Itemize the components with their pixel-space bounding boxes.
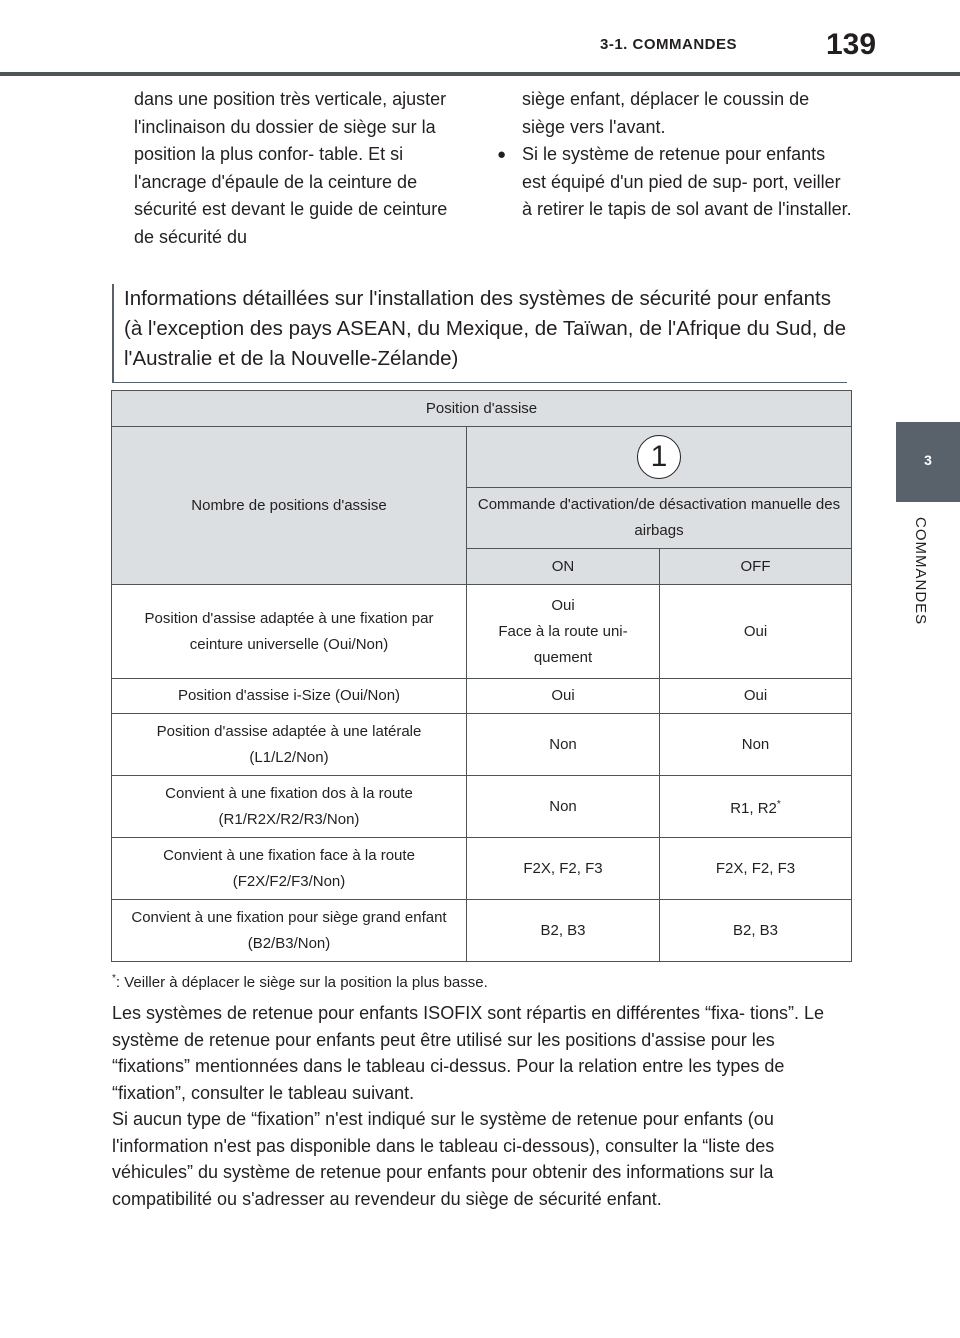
table-header-position: Position d'assise xyxy=(112,391,852,427)
body-paragraph-1: Les systèmes de retenue pour enfants ISOFIX sont répartis en différentes “fixa- tions”. Le système de retenue pour enfants peut être utilisé sur les positions d'assise pour les “fixations” mentionnées dans le tableau ci-dessus. Pour la relation entre les types de “fixation”, consulter le tableau suivant. xyxy=(112,1003,825,1103)
intro-bullet-item xyxy=(497,141,852,224)
cell-on: Non xyxy=(467,776,660,838)
intro-right-continuation: siège enfant, déplacer le coussin de siège vers l'avant. xyxy=(522,89,810,137)
row-label: Position d'assise i-Size (Oui/Non) xyxy=(112,679,467,714)
header-rule xyxy=(0,72,960,76)
chapter-tab: 3 xyxy=(896,422,960,502)
seat-number-cell xyxy=(467,427,852,488)
row-label: Convient à une fixation dos à la route (R1/R2X/R2/R3/Non) xyxy=(112,776,467,838)
table-row xyxy=(112,838,852,900)
table-header-off: OFF xyxy=(660,549,852,585)
cell-off xyxy=(660,776,852,838)
body-paragraph-2: Si aucun type de “fixation” n'est indiqué sur le système de retenue pour enfants (ou l'information n'est pas disponible dans le tableau ci-dessous), consulter la “liste des véhicules” du système de retenue pour enfants pour obtenir des informations sur la compatibilité ou s'adresser au revendeur du siège de sécurité enfant. xyxy=(112,1109,775,1209)
section-heading: Informations détaillées sur l'installation des systèmes de sécurité pour enfants (à l'exception des pays ASEAN, du Mexique, de Taïwan, de l'Afrique du Sud, de l'Australie et de la Nouvelle-Zélande) xyxy=(112,284,847,383)
footnote-marker: * xyxy=(776,798,781,810)
cell-off: Oui xyxy=(660,585,852,679)
cell-on: B2, B3 xyxy=(467,900,660,962)
section-title: 3-1. COMMANDES xyxy=(600,36,738,53)
table-header-airbag-switch: Commande d'activation/de désactivation manuelle des airbags xyxy=(467,488,852,549)
row-label: Position d'assise adaptée à une latérale (L1/L2/Non) xyxy=(112,714,467,776)
cell-on-value: Oui xyxy=(551,596,575,614)
cell-on: Non xyxy=(467,714,660,776)
cell-off: Non xyxy=(660,714,852,776)
table-footnote xyxy=(112,968,852,994)
row-label: Position d'assise adaptée à une fixation par ceinture universelle (Oui/Non) xyxy=(112,585,467,679)
chapter-label: COMMANDES xyxy=(912,517,929,626)
table-row xyxy=(112,776,852,838)
cell-on: Oui xyxy=(467,679,660,714)
row-label: Convient à une fixation pour siège grand enfant (B2/B3/Non) xyxy=(112,900,467,962)
bullet-icon: ● xyxy=(497,146,507,163)
seat-number-circle-icon: 1 xyxy=(637,435,681,479)
cell-off: Oui xyxy=(660,679,852,714)
table-row xyxy=(112,585,852,679)
intro-right-column xyxy=(497,86,852,224)
table-row xyxy=(112,900,852,962)
row-label: Convient à une fixation face à la route (F2X/F2/F3/Non) xyxy=(112,838,467,900)
cell-on: F2X, F2, F3 xyxy=(467,838,660,900)
seating-position-table xyxy=(111,390,852,962)
cell-off-value: R1, R2 xyxy=(730,799,777,817)
cell-off: B2, B3 xyxy=(660,900,852,962)
table-header-on: ON xyxy=(467,549,660,585)
intro-bullet-text: Si le système de retenue pour enfants est équipé d'un pied de sup- port, veiller à retirer le tapis de sol avant de l'installer. xyxy=(522,144,852,219)
cell-on xyxy=(467,585,660,679)
footnote-mark: * xyxy=(112,973,116,984)
body-text xyxy=(112,1000,852,1212)
page-number: 139 xyxy=(826,28,877,61)
cell-off: F2X, F2, F3 xyxy=(660,838,852,900)
cell-on-note: Face à la route uni-quement xyxy=(498,622,628,666)
table-header-seat-count: Nombre de positions d'assise xyxy=(112,427,467,585)
footnote-text: : Veiller à déplacer le siège sur la position la plus basse. xyxy=(115,974,488,991)
table-row xyxy=(112,714,852,776)
table-row xyxy=(112,679,852,714)
intro-left-text: dans une position très verticale, ajuster l'inclinaison du dossier de siège sur la position la plus confor- table. Et si l'ancrage d'épaule de la ceinture de sécurité est devant le guide de ceinture de sécurité du xyxy=(134,89,448,247)
